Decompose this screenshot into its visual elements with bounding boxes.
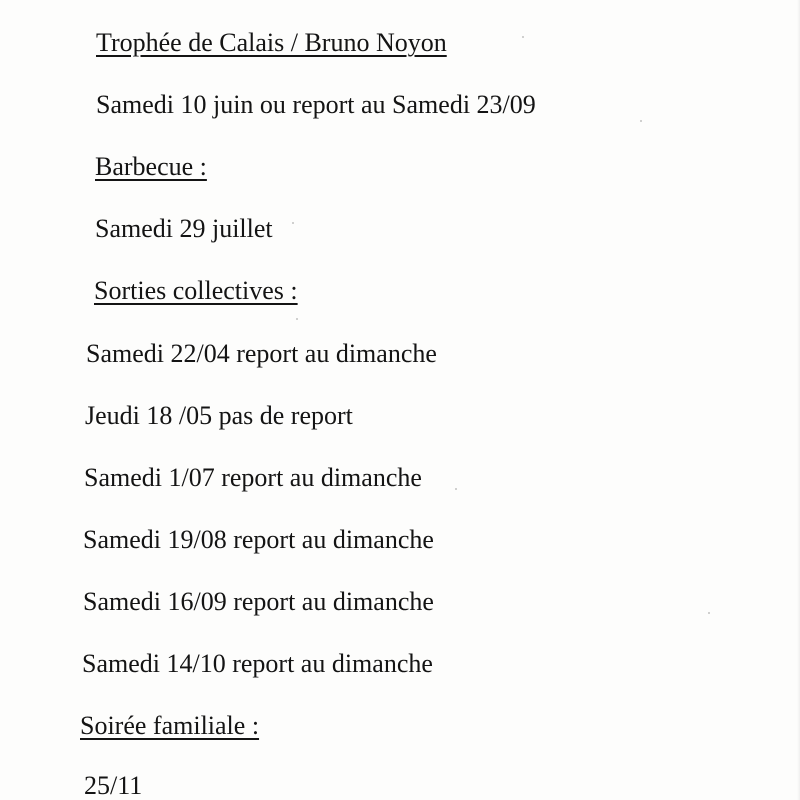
sortie-item: Samedi 19/08 report au dimanche (83, 525, 434, 554)
scan-speck (522, 36, 524, 38)
scan-speck (640, 120, 642, 122)
heading-soiree-familiale: Soirée familiale : (80, 711, 260, 740)
heading-trophee: Trophée de Calais / Bruno Noyon (96, 28, 447, 57)
sortie-item: Samedi 22/04 report au dimanche (86, 339, 437, 368)
sortie-item: Samedi 14/10 report au dimanche (82, 649, 433, 678)
barbecue-date: Samedi 29 juillet (95, 214, 273, 243)
heading-barbecue: Barbecue : (95, 152, 207, 181)
scan-speck (292, 222, 294, 224)
scan-speck (296, 318, 298, 320)
sortie-item: Samedi 16/09 report au dimanche (83, 587, 434, 616)
sortie-item: Jeudi 18 /05 pas de report (85, 401, 353, 430)
heading-sorties-collectives: Sorties collectives : (94, 276, 298, 305)
scan-speck (708, 612, 710, 614)
soiree-date: 25/11 (84, 771, 143, 800)
trophee-date: Samedi 10 juin ou report au Samedi 23/09 (96, 90, 536, 119)
sortie-item: Samedi 1/07 report au dimanche (84, 463, 422, 492)
scan-speck (455, 488, 457, 490)
